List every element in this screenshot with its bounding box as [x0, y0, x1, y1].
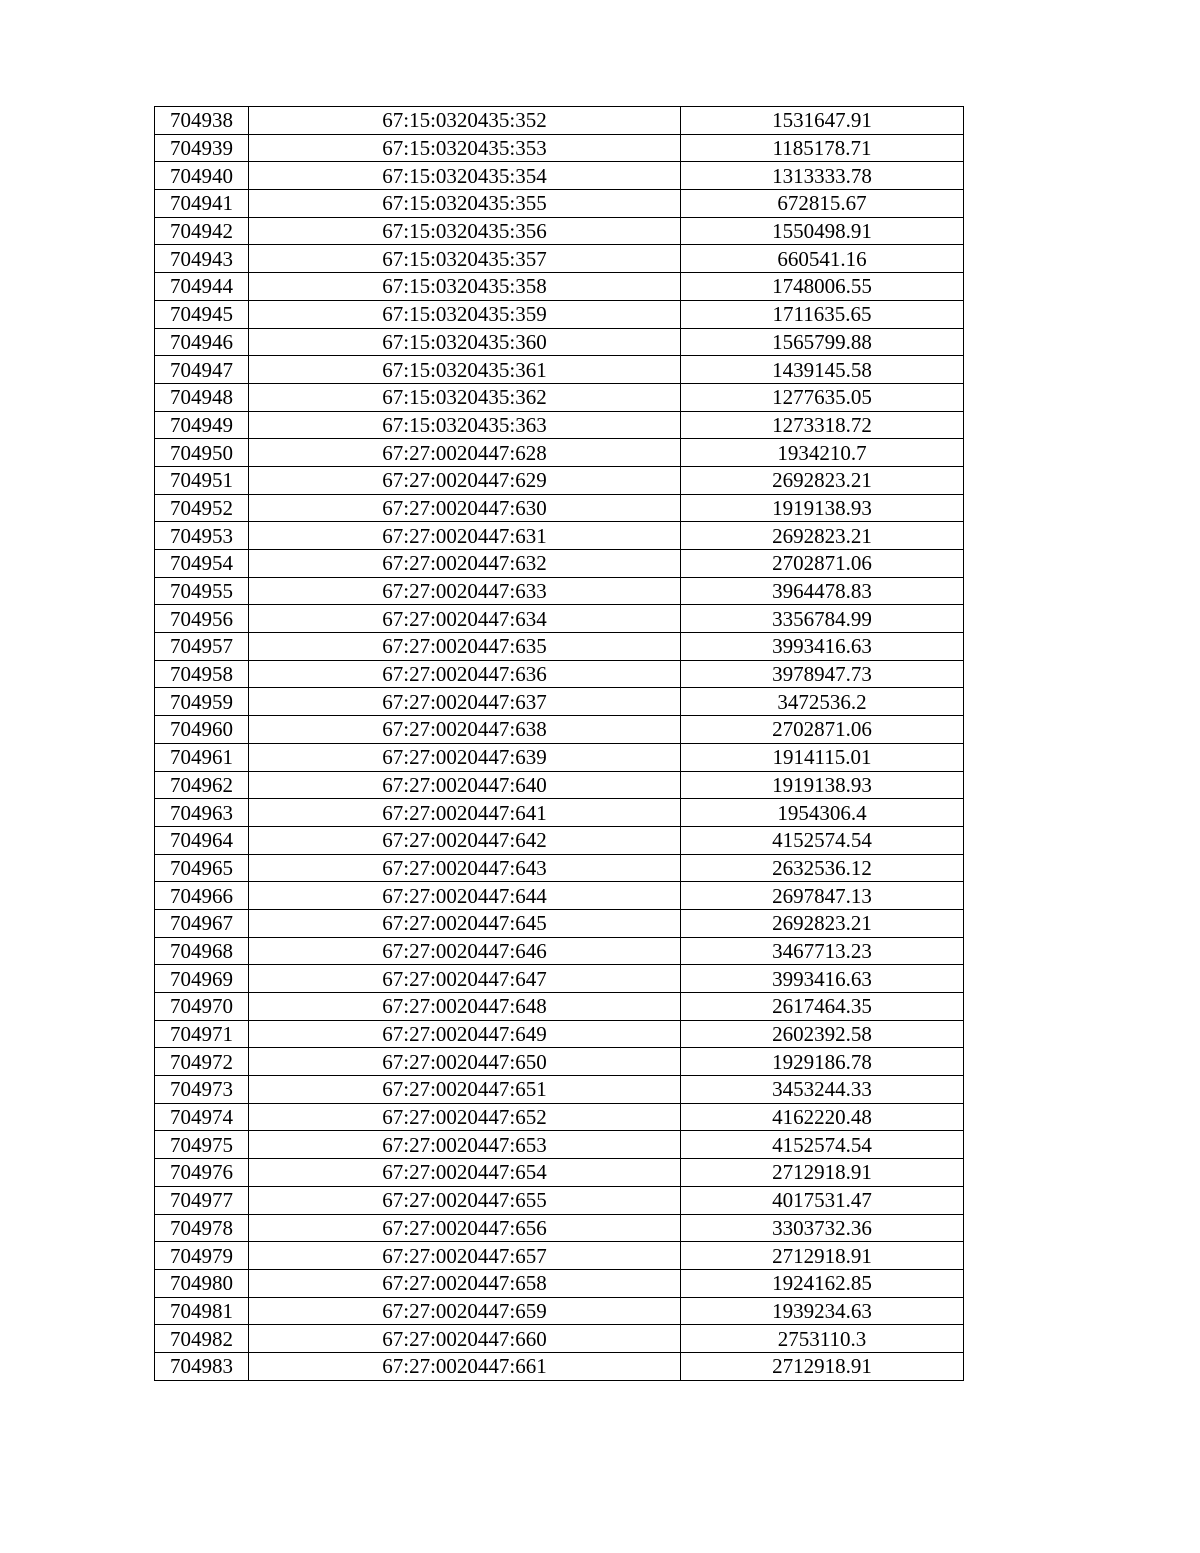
row-id-cell: 704949 — [155, 411, 249, 439]
value-cell: 1439145.58 — [681, 356, 964, 384]
cadastral-number-cell: 67:15:0320435:355 — [249, 190, 681, 218]
table-row — [155, 688, 964, 716]
value-cell: 3453244.33 — [681, 1076, 964, 1104]
cadastral-number-cell: 67:27:0020447:661 — [249, 1352, 681, 1380]
table-row — [155, 799, 964, 827]
table-row — [155, 743, 964, 771]
cadastral-number-cell: 67:27:0020447:644 — [249, 882, 681, 910]
value-cell: 2712918.91 — [681, 1352, 964, 1380]
value-cell: 1711635.65 — [681, 300, 964, 328]
value-cell: 3467713.23 — [681, 937, 964, 965]
row-id-cell: 704977 — [155, 1186, 249, 1214]
value-cell: 1934210.7 — [681, 439, 964, 467]
cadastral-number-cell: 67:27:0020447:641 — [249, 799, 681, 827]
cadastral-number-cell: 67:27:0020447:632 — [249, 550, 681, 578]
row-id-cell: 704965 — [155, 854, 249, 882]
row-id-cell: 704956 — [155, 605, 249, 633]
row-id-cell: 704948 — [155, 383, 249, 411]
row-id-cell: 704953 — [155, 522, 249, 550]
value-cell: 2712918.91 — [681, 1159, 964, 1187]
value-cell: 1924162.85 — [681, 1269, 964, 1297]
row-id-cell: 704938 — [155, 107, 249, 135]
value-cell: 1185178.71 — [681, 134, 964, 162]
cadastral-number-cell: 67:27:0020447:654 — [249, 1159, 681, 1187]
table-row — [155, 328, 964, 356]
row-id-cell: 704974 — [155, 1103, 249, 1131]
cadastral-number-cell: 67:15:0320435:362 — [249, 383, 681, 411]
value-cell: 2692823.21 — [681, 909, 964, 937]
table-row — [155, 854, 964, 882]
cadastral-number-cell: 67:27:0020447:656 — [249, 1214, 681, 1242]
row-id-cell: 704942 — [155, 217, 249, 245]
row-id-cell: 704958 — [155, 660, 249, 688]
value-cell: 3993416.63 — [681, 633, 964, 661]
table-row — [155, 1214, 964, 1242]
value-cell: 1565799.88 — [681, 328, 964, 356]
value-cell: 2602392.58 — [681, 1020, 964, 1048]
cadastral-number-cell: 67:27:0020447:630 — [249, 494, 681, 522]
value-cell: 3993416.63 — [681, 965, 964, 993]
value-cell: 4017531.47 — [681, 1186, 964, 1214]
value-cell: 1954306.4 — [681, 799, 964, 827]
cadastral-number-cell: 67:15:0320435:356 — [249, 217, 681, 245]
table-row — [155, 494, 964, 522]
cadastral-number-cell: 67:15:0320435:359 — [249, 300, 681, 328]
table-row — [155, 633, 964, 661]
table-row — [155, 605, 964, 633]
table-row — [155, 383, 964, 411]
value-cell: 1914115.01 — [681, 743, 964, 771]
row-id-cell: 704966 — [155, 882, 249, 910]
table-row — [155, 439, 964, 467]
value-cell: 4162220.48 — [681, 1103, 964, 1131]
cadastral-number-cell: 67:27:0020447:659 — [249, 1297, 681, 1325]
row-id-cell: 704979 — [155, 1242, 249, 1270]
row-id-cell: 704945 — [155, 300, 249, 328]
row-id-cell: 704981 — [155, 1297, 249, 1325]
value-cell: 2617464.35 — [681, 993, 964, 1021]
row-id-cell: 704960 — [155, 716, 249, 744]
table-row — [155, 909, 964, 937]
table-row — [155, 162, 964, 190]
row-id-cell: 704975 — [155, 1131, 249, 1159]
table-row — [155, 1297, 964, 1325]
cadastral-number-cell: 67:27:0020447:657 — [249, 1242, 681, 1270]
row-id-cell: 704950 — [155, 439, 249, 467]
cadastral-number-cell: 67:27:0020447:637 — [249, 688, 681, 716]
table-row — [155, 1352, 964, 1380]
cadastral-number-cell: 67:27:0020447:647 — [249, 965, 681, 993]
table-body — [155, 107, 964, 1381]
row-id-cell: 704947 — [155, 356, 249, 384]
value-cell: 2702871.06 — [681, 716, 964, 744]
value-cell: 1277635.05 — [681, 383, 964, 411]
table-row — [155, 107, 964, 135]
value-cell: 3978947.73 — [681, 660, 964, 688]
row-id-cell: 704951 — [155, 466, 249, 494]
table-row — [155, 771, 964, 799]
cadastral-number-cell: 67:15:0320435:352 — [249, 107, 681, 135]
cadastral-number-cell: 67:27:0020447:646 — [249, 937, 681, 965]
value-cell: 1919138.93 — [681, 771, 964, 799]
table-row — [155, 965, 964, 993]
value-cell: 3356784.99 — [681, 605, 964, 633]
value-cell: 3472536.2 — [681, 688, 964, 716]
value-cell: 4152574.54 — [681, 826, 964, 854]
table-row — [155, 1269, 964, 1297]
row-id-cell: 704957 — [155, 633, 249, 661]
cadastral-number-cell: 67:15:0320435:363 — [249, 411, 681, 439]
value-cell: 1550498.91 — [681, 217, 964, 245]
cadastral-number-cell: 67:15:0320435:353 — [249, 134, 681, 162]
cadastral-number-cell: 67:27:0020447:648 — [249, 993, 681, 1021]
table-row — [155, 1159, 964, 1187]
row-id-cell: 704954 — [155, 550, 249, 578]
row-id-cell: 704972 — [155, 1048, 249, 1076]
value-cell: 3964478.83 — [681, 577, 964, 605]
table-row — [155, 356, 964, 384]
cadastral-number-cell: 67:27:0020447:635 — [249, 633, 681, 661]
row-id-cell: 704963 — [155, 799, 249, 827]
cadastral-number-cell: 67:27:0020447:658 — [249, 1269, 681, 1297]
value-cell: 1273318.72 — [681, 411, 964, 439]
cadastral-number-cell: 67:15:0320435:358 — [249, 273, 681, 301]
cadastral-number-cell: 67:27:0020447:643 — [249, 854, 681, 882]
value-cell: 4152574.54 — [681, 1131, 964, 1159]
value-cell: 660541.16 — [681, 245, 964, 273]
row-id-cell: 704940 — [155, 162, 249, 190]
value-cell: 1929186.78 — [681, 1048, 964, 1076]
row-id-cell: 704968 — [155, 937, 249, 965]
table-row — [155, 577, 964, 605]
row-id-cell: 704943 — [155, 245, 249, 273]
cadastral-number-cell: 67:27:0020447:651 — [249, 1076, 681, 1104]
value-cell: 3303732.36 — [681, 1214, 964, 1242]
value-cell: 1531647.91 — [681, 107, 964, 135]
cadastral-number-cell: 67:15:0320435:357 — [249, 245, 681, 273]
table-row — [155, 1103, 964, 1131]
table-row — [155, 466, 964, 494]
row-id-cell: 704982 — [155, 1325, 249, 1353]
cadastral-number-cell: 67:15:0320435:354 — [249, 162, 681, 190]
row-id-cell: 704971 — [155, 1020, 249, 1048]
cadastral-number-cell: 67:27:0020447:645 — [249, 909, 681, 937]
table-row — [155, 882, 964, 910]
data-table — [154, 106, 964, 1381]
row-id-cell: 704946 — [155, 328, 249, 356]
row-id-cell: 704944 — [155, 273, 249, 301]
cadastral-number-cell: 67:27:0020447:650 — [249, 1048, 681, 1076]
table-row — [155, 190, 964, 218]
row-id-cell: 704978 — [155, 1214, 249, 1242]
cadastral-number-cell: 67:27:0020447:633 — [249, 577, 681, 605]
table-row — [155, 134, 964, 162]
cadastral-number-cell: 67:27:0020447:629 — [249, 466, 681, 494]
value-cell: 1919138.93 — [681, 494, 964, 522]
cadastral-number-cell: 67:27:0020447:642 — [249, 826, 681, 854]
value-cell: 2753110.3 — [681, 1325, 964, 1353]
table-row — [155, 1242, 964, 1270]
row-id-cell: 704961 — [155, 743, 249, 771]
row-id-cell: 704962 — [155, 771, 249, 799]
cadastral-number-cell: 67:27:0020447:652 — [249, 1103, 681, 1131]
row-id-cell: 704955 — [155, 577, 249, 605]
value-cell: 2692823.21 — [681, 522, 964, 550]
table-row — [155, 993, 964, 1021]
table-row — [155, 1186, 964, 1214]
cadastral-number-cell: 67:27:0020447:640 — [249, 771, 681, 799]
cadastral-number-cell: 67:27:0020447:638 — [249, 716, 681, 744]
row-id-cell: 704959 — [155, 688, 249, 716]
table-row — [155, 1131, 964, 1159]
row-id-cell: 704970 — [155, 993, 249, 1021]
cadastral-number-cell: 67:15:0320435:360 — [249, 328, 681, 356]
table-row — [155, 660, 964, 688]
row-id-cell: 704973 — [155, 1076, 249, 1104]
table-row — [155, 411, 964, 439]
row-id-cell: 704939 — [155, 134, 249, 162]
table-row — [155, 937, 964, 965]
value-cell: 2697847.13 — [681, 882, 964, 910]
cadastral-number-cell: 67:27:0020447:631 — [249, 522, 681, 550]
row-id-cell: 704969 — [155, 965, 249, 993]
row-id-cell: 704983 — [155, 1352, 249, 1380]
table-row — [155, 716, 964, 744]
row-id-cell: 704967 — [155, 909, 249, 937]
table-row — [155, 826, 964, 854]
value-cell: 2632536.12 — [681, 854, 964, 882]
value-cell: 2712918.91 — [681, 1242, 964, 1270]
row-id-cell: 704952 — [155, 494, 249, 522]
table-row — [155, 300, 964, 328]
row-id-cell: 704941 — [155, 190, 249, 218]
table-row — [155, 1048, 964, 1076]
cadastral-number-cell: 67:27:0020447:660 — [249, 1325, 681, 1353]
value-cell: 1939234.63 — [681, 1297, 964, 1325]
value-cell: 672815.67 — [681, 190, 964, 218]
value-cell: 1313333.78 — [681, 162, 964, 190]
row-id-cell: 704964 — [155, 826, 249, 854]
cadastral-number-cell: 67:27:0020447:636 — [249, 660, 681, 688]
cadastral-number-cell: 67:27:0020447:649 — [249, 1020, 681, 1048]
row-id-cell: 704976 — [155, 1159, 249, 1187]
table-row — [155, 550, 964, 578]
table-row — [155, 1076, 964, 1104]
value-cell: 2702871.06 — [681, 550, 964, 578]
table-row — [155, 1325, 964, 1353]
value-cell: 2692823.21 — [681, 466, 964, 494]
row-id-cell: 704980 — [155, 1269, 249, 1297]
cadastral-number-cell: 67:27:0020447:655 — [249, 1186, 681, 1214]
cadastral-number-cell: 67:27:0020447:653 — [249, 1131, 681, 1159]
table-row — [155, 273, 964, 301]
table-row — [155, 245, 964, 273]
table-row — [155, 1020, 964, 1048]
table-row — [155, 522, 964, 550]
cadastral-number-cell: 67:27:0020447:639 — [249, 743, 681, 771]
cadastral-number-cell: 67:27:0020447:628 — [249, 439, 681, 467]
cadastral-number-cell: 67:27:0020447:634 — [249, 605, 681, 633]
value-cell: 1748006.55 — [681, 273, 964, 301]
table-row — [155, 217, 964, 245]
cadastral-number-cell: 67:15:0320435:361 — [249, 356, 681, 384]
